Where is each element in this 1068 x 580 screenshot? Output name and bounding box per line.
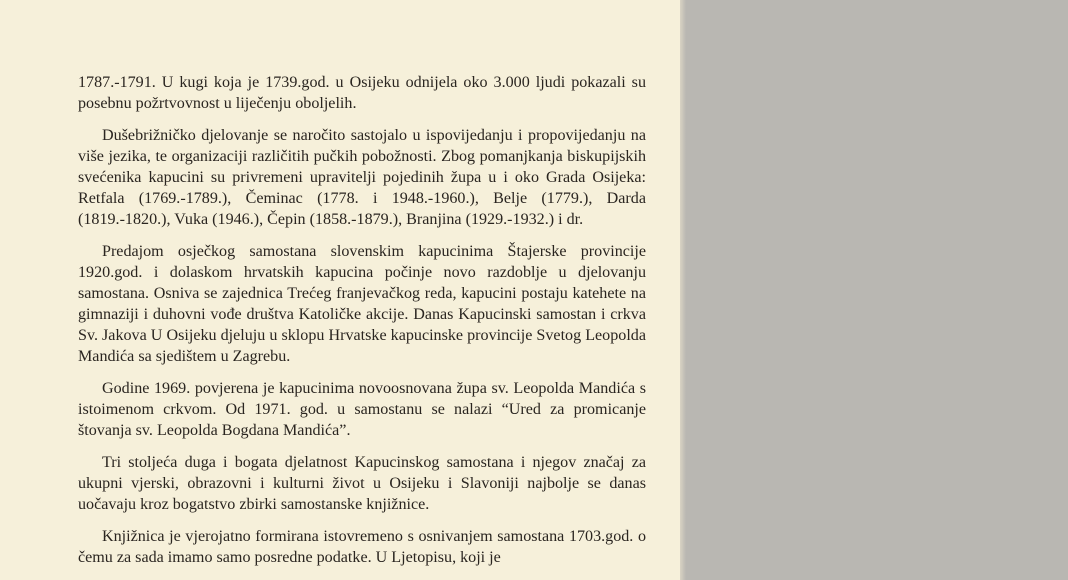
paragraph-4: Godine 1969. povjerena je kapucinima novoosnovana župa sv. Leopolda Mandića s istoimenom crkvom. Od 1971. god. u samostanu se nalazi “Ured za promicanje štovanja sv. Leopolda Bogdana Mandića”.	[78, 380, 646, 439]
scanner-background	[680, 0, 1068, 580]
paragraph-6: Knjižnica je vjerojatno formirana istovremeno s osnivanjem samostana 1703.god. o čemu za sada imamo samo posredne podatke. U Ljetopisu, koji je	[78, 528, 646, 566]
paragraph-2: Dušebrižničko djelovanje se naročito sastojalo u ispovijedanju i propovijedanju na više jezika, te organizaciji različitih pučkih pobožnosti. Zbog pomanjkanja biskupijskih svećenika kapucini su privremeni upravitelji pojedinih župa u i oko Grada Osijeka: Retfala (1769.-1789.), Čeminac (1778. i 1948.-1960.), Belje (1779.), Darda (1819.-1820.), Vuka (1946.), Čepin (1858.-1879.), Branjina (1929.-1932.) i dr.	[78, 127, 646, 228]
paragraph-1: 1787.-1791. U kugi koja je 1739.god. u Osijeku odnijela oko 3.000 ljudi pokazali su posebnu požrtvovnost u liječenju oboljelih.	[78, 74, 646, 112]
paragraph-3: Predajom osječkog samostana slovenskim kapucinima Štajerske provincije 1920.god. i dolaskom hrvatskih kapucina počinje novo razdoblje u djelovanju samostana. Osniva se zajednica Trećeg franjevačkog reda, kapucini postaju katehete na gimnaziji i duhovni vođe društva Katoličke akcije. Danas Kapucinski samostan i crkva Sv. Jakova U Osijeku djeluju u sklopu Hrvatske kapucinske provincije Svetog Leopolda Mandića sa sjedištem u Zagrebu.	[78, 243, 646, 365]
page-text	[78, 60, 646, 579]
paragraph-5: Tri stoljeća duga i bogata djelatnost Kapucinskog samostana i njegov značaj za ukupni vjerski, obrazovni i kulturni život u Osijeku i Slavoniji najbolje se danas uočavaju kroz bogatstvo zbirki samostanske knjižnice.	[78, 454, 646, 513]
